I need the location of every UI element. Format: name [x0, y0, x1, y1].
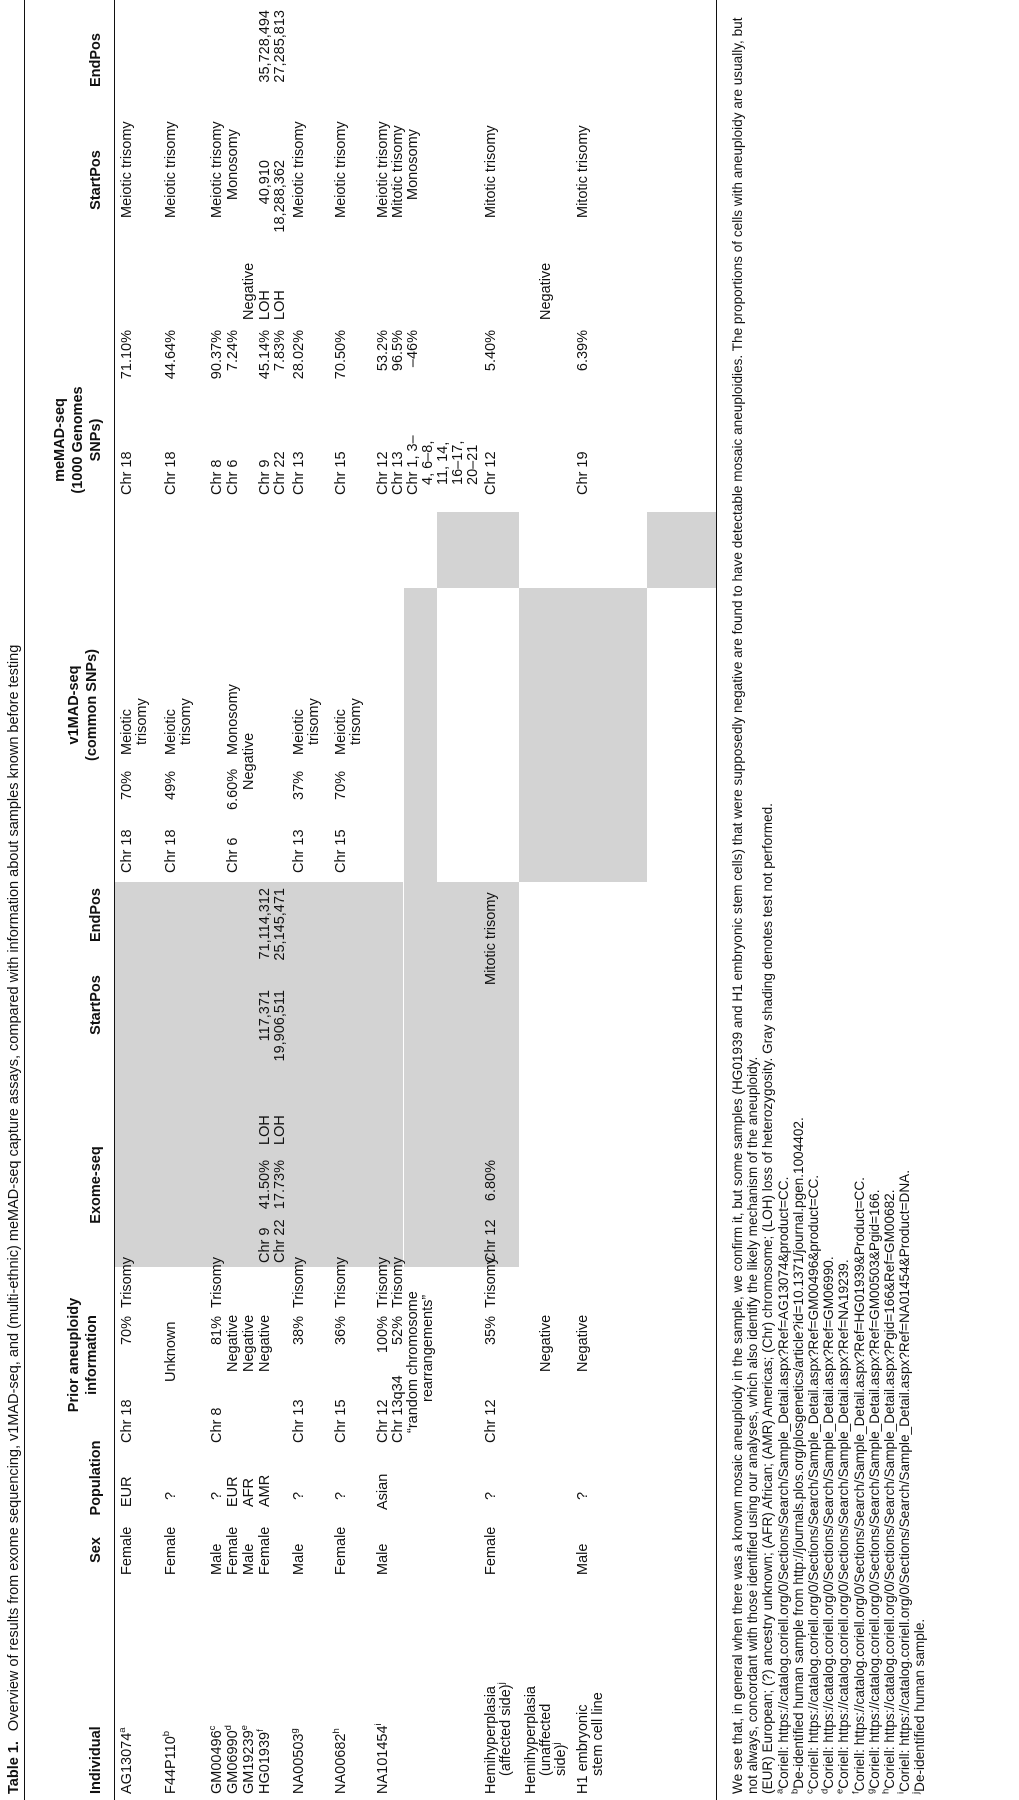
v1-type: Meiotic [119, 709, 135, 755]
v1-pct: 70% [333, 770, 349, 800]
prior-type: Trisomy [119, 1256, 135, 1308]
header-prior-1: Prior aneuploidy [66, 1297, 82, 1413]
memad-type: LOH [257, 290, 273, 320]
memad-result: Negative [241, 262, 257, 320]
header-individual: Individual [88, 1726, 104, 1794]
prior-info: Negative [538, 1314, 554, 1372]
memad-type: Meiotic trisomy [291, 121, 307, 218]
exome-not-performed-shade [437, 882, 519, 1267]
exome-chr: Chr 9 [257, 1227, 273, 1263]
exome-not-performed-shade [404, 882, 437, 1267]
memad-pct: 70.50% [333, 330, 349, 380]
row-individual: NA101454$^i$ [373, 1723, 391, 1794]
footnote-d: $^d$Coriell: https://catalog.coriell.org/0/Sections/Search/Sample_Detail.aspx?Ref=GM06990. [819, 1256, 837, 1794]
memad-pct: 6.39% [575, 330, 591, 372]
v1-type: trisomy [134, 698, 150, 745]
footnote-e: $^e$Coriell: https://catalog.coriell.org/0/Sections/Search/Sample_Detail.aspx?Ref=NA19239. [834, 1259, 852, 1794]
memad-chr: Chr 6 [225, 459, 241, 495]
footnote-b: $^b$De-identified human sample from http://journals.plos.org/plosgenetics/article?id=10.1371/journal.pgen.1004402. [789, 1117, 806, 1794]
prior-info: Unknown [163, 1321, 179, 1382]
v1-pct: 37% [291, 770, 307, 800]
table-label: Table 1. [6, 1741, 22, 1794]
memad-chr: Chr 13 [291, 451, 307, 495]
memad-pct: 44.64% [163, 330, 179, 380]
footnote-h: $^h$Coriell: https://catalog.coriell.org/0/Sections/Search/Sample_Detail.aspx?Pgid=166&Ref=GM00682. [880, 1189, 898, 1794]
header-memad-3: SNPs) [88, 418, 104, 462]
memad-pct: 90.37% [209, 330, 225, 380]
memad-chr: Chr 22 [272, 451, 288, 495]
header-endpos-2: EndPos [88, 33, 104, 87]
exome-type: LOH [257, 1115, 273, 1145]
memad-pct: 45.14% [257, 330, 273, 380]
row-sex: Male [241, 1543, 257, 1575]
exome-endpos: 25,145,471 [272, 888, 288, 961]
exome-type: LOH [272, 1115, 288, 1145]
prior-info: Negative [257, 1314, 273, 1372]
prior-chr: Chr 18 [119, 1399, 135, 1443]
memad-endpos: 35,728,494 [257, 10, 273, 83]
prior-type: Trisomy [483, 1256, 499, 1308]
prior-chr: Chr 8 [209, 1407, 225, 1443]
prior-note: rearrangements” [420, 1294, 436, 1402]
v1mad-not-performed-shade [404, 588, 437, 882]
row-population: EUR [225, 1476, 241, 1507]
footnote-a: $^a$Coriell: https://catalog.coriell.org/0/Sections/Search/Sample_Detail.aspx?Ref=AG13074&product=CC. [774, 1176, 791, 1794]
memad-type: Meiotic trisomy [375, 121, 391, 218]
exome-endpos: 71,114,312 [257, 888, 273, 960]
row-individual: NA00682$^h$ [331, 1728, 349, 1794]
memad-endpos: 27,285,813 [272, 10, 288, 83]
header-memad-1: meMAD-seq [52, 398, 68, 482]
v1-type: trisomy [178, 698, 194, 745]
exome-pct: 17.73% [272, 1160, 288, 1210]
footnote-f: $^f$Coriell: https://catalog.coriell.org/0/Sections/Search/Sample_Detail.aspx?Ref=HG01939&Product=CC. [850, 1177, 867, 1794]
row-population: AFR [241, 1478, 257, 1507]
prior-pct: 100% [375, 1316, 391, 1354]
row-individual: (unaffected [538, 1703, 554, 1776]
v1-pct: 49% [163, 770, 179, 800]
prior-pct: 38% [291, 1316, 307, 1346]
prior-pct: 36% [333, 1316, 349, 1346]
memad-type: Meiotic trisomy [209, 121, 225, 218]
v1-chr: Chr 13 [291, 829, 307, 873]
footnote-summary: We see that, in general when there was a known mosaic aneuploidy in the sample, we confirm it, but some samples (HG01939 and H1 embryonic stem cells) that were supposedly negative are found to have detectable mosaic aneuploidies. The proportions of cells with aneuploidy are usually, but not always, concordant with those identified using our analyses, which also identify the likely mechanism of the aneuploidy. [730, 17, 761, 1794]
row-sex: Female [119, 1526, 135, 1575]
row-individual: NA00503$^g$ [289, 1728, 307, 1794]
memad-chr: 11, 14, [435, 441, 451, 485]
table-top-rule [24, 0, 25, 1800]
v1-type: Meiotic [333, 709, 349, 755]
table-caption [6, 14, 22, 1794]
prior-type: Trisomy [375, 1256, 391, 1308]
row-individual: (affected side)$^j$ [496, 1682, 514, 1776]
prior-type: Trisomy [390, 1256, 406, 1308]
memad-chr: 16–17, [450, 440, 466, 485]
row-sex: Male [575, 1543, 591, 1575]
header-prior-2: information [84, 1315, 100, 1395]
row-individual: AG13074$^a$ [117, 1727, 135, 1794]
memad-chr: Chr 18 [119, 451, 135, 495]
v1-chr: Chr 18 [119, 829, 135, 873]
row-sex: Male [291, 1543, 307, 1575]
memad-chr: Chr 12 [483, 451, 499, 495]
row-sex: Female [225, 1526, 241, 1575]
footnote-c: $^c$Coriell: https://catalog.coriell.org/0/Sections/Search/Sample_Detail.aspx?Ref=GM00496&product=CC. [804, 1174, 822, 1794]
header-endpos: EndPos [88, 888, 104, 942]
row-population: AMR [257, 1474, 273, 1507]
prior-chr: Chr 13q34 [390, 1375, 406, 1443]
row-population: ? [483, 1491, 499, 1500]
memad-type: Mitotic trisomy [483, 125, 499, 218]
header-memad-2: (1000 Genomes [70, 386, 86, 494]
exome-startpos: 19,906,511 [272, 990, 288, 1062]
row-sex: Female [163, 1526, 179, 1575]
memad-chr: Chr 15 [333, 451, 349, 495]
header-startpos-2: StartPos [88, 150, 104, 210]
v1-chr: Chr 18 [163, 829, 179, 873]
memad-startpos: 40,910 [257, 160, 273, 205]
memad-type: Mitotic trisomy [390, 125, 406, 218]
v1-type: trisomy [306, 698, 322, 745]
footnote-j: $^j$De-identified human sample. [910, 1618, 928, 1794]
prior-info: Negative [575, 1314, 591, 1372]
exome-type: Mitotic trisomy [483, 892, 499, 985]
memad-type: Monosomy [405, 129, 421, 200]
prior-type: Trisomy [209, 1256, 225, 1308]
prior-pct: 81% [209, 1316, 225, 1346]
memad-chr: Chr 13 [390, 451, 406, 495]
row-population: EUR [119, 1476, 135, 1507]
memad-type: Meiotic trisomy [333, 121, 349, 218]
memad-chr: Chr 1, 3– [405, 435, 421, 495]
memad-pct: 28.02% [291, 330, 307, 380]
prior-pct: 35% [483, 1316, 499, 1346]
memad-pct: 5.40% [483, 330, 499, 372]
v1-chr: Chr 15 [333, 829, 349, 873]
row-population: ? [575, 1491, 591, 1500]
footnote-abbreviations: (EUR) European; (?) ancestry unknown; (AFR) African; (AMR) Americas; (Chr) chromosome; (LOH) loss of heterozygosity. Gray shading denotes test not performed. [760, 803, 776, 1794]
v1-type: Monosomy [225, 684, 241, 755]
caption-text: Overview of results from exome sequencing, v1MAD-seq, and (multi-ethnic) meMAD-seq capture assays, compared with information about samples known before testing [6, 644, 22, 1732]
row-sex: Female [483, 1526, 499, 1575]
header-v1mad-2: (common SNPs) [84, 649, 100, 761]
row-sex: Female [333, 1526, 349, 1575]
row-individual: GM06990$^d$ [223, 1725, 241, 1794]
prior-pct: 52% [390, 1316, 406, 1346]
row-individual: Hemihyperplasia [483, 1686, 499, 1794]
v1-result: Negative [241, 732, 257, 790]
row-individual: stem cell line [590, 1692, 606, 1776]
memad-chr: Chr 18 [163, 451, 179, 495]
prior-type: Trisomy [291, 1256, 307, 1308]
prior-info: Negative [241, 1314, 257, 1372]
memad-result: Negative [538, 262, 554, 320]
row-population: ? [291, 1491, 307, 1500]
row-sex: Male [375, 1543, 391, 1575]
row-individual: F44P110$^b$ [161, 1730, 179, 1794]
header-v1mad-1: v1MAD-seq [66, 665, 82, 745]
memad-pct: 53.2% [375, 330, 391, 372]
prior-info: Negative [225, 1314, 241, 1372]
memad-chr: Chr 19 [575, 451, 591, 495]
memad-type: Meiotic trisomy [119, 121, 135, 218]
memad-type: Meiotic trisomy [163, 121, 179, 218]
table-footnotes [730, 4, 928, 1794]
prior-chr: Chr 15 [333, 1399, 349, 1443]
prior-chr: Chr 13 [291, 1399, 307, 1443]
memad-type: LOH [272, 290, 288, 320]
row-individual: side)$^j$ [551, 1742, 569, 1776]
memad-chr: Chr 8 [209, 459, 225, 495]
memad-type: Monosomy [225, 129, 241, 200]
prior-note: “random chromosome [405, 1291, 421, 1433]
header-population: Population [88, 1440, 104, 1516]
v1mad-not-performed-shade [647, 512, 716, 588]
exome-pct: 6.80% [483, 1160, 499, 1202]
header-startpos: StartPos [88, 975, 104, 1035]
memad-chr: Chr 12 [375, 451, 391, 495]
memad-startpos: 18,288,362 [272, 160, 288, 233]
memad-type: Mitotic trisomy [575, 125, 591, 218]
v1mad-not-performed-shade [437, 512, 519, 588]
header-sex: Sex [88, 1537, 104, 1563]
memad-pct: 7.83% [272, 330, 288, 372]
memad-pct: 7.24% [225, 330, 241, 372]
row-individual: HG01939$^f$ [255, 1729, 273, 1794]
v1-type: Meiotic [291, 709, 307, 755]
v1-pct: 70% [119, 770, 135, 800]
exome-startpos: 117,371 [257, 990, 273, 1042]
memad-pct: 96.5% [390, 330, 406, 372]
row-population: ? [163, 1491, 179, 1500]
table-bottom-rule [716, 0, 717, 1800]
footnote-g: $^g$Coriell: https://catalog.coriell.org/0/Sections/Search/Sample_Detail.aspx?Ref=GM00503&Pgid=166. [865, 1189, 882, 1794]
row-sex: Female [257, 1526, 273, 1575]
memad-pct: 71.10% [119, 330, 135, 380]
v1-type: trisomy [348, 698, 364, 745]
row-individual: Hemihyperplasia [523, 1686, 539, 1794]
memad-chr: 20–21 [465, 444, 481, 485]
prior-pct: 70% [119, 1316, 135, 1346]
memad-chr: Chr 9 [257, 459, 273, 495]
row-sex: Male [209, 1543, 225, 1575]
memad-pct: –46% [405, 330, 421, 368]
v1-pct: 6.60% [225, 768, 241, 810]
header-exome: Exome-seq [88, 1146, 104, 1224]
prior-type: Trisomy [333, 1256, 349, 1308]
row-population: ? [333, 1491, 349, 1500]
footnote-i: $^i$Coriell: https://catalog.coriell.org/0/Sections/Search/Sample_Detail.aspx?Ref=NA01454&Product=DNA. [895, 1170, 913, 1794]
row-population: Asian [375, 1473, 391, 1510]
row-individual: GM19239e [239, 1725, 257, 1794]
memad-chr: 4, 6–8, [420, 440, 436, 485]
row-individual: GM00496$^c$ [207, 1725, 225, 1794]
exome-pct: 41.50% [257, 1160, 273, 1210]
v1-type: Meiotic [163, 709, 179, 755]
v1-chr: Chr 6 [225, 837, 241, 873]
exome-chr: Chr 22 [272, 1219, 288, 1263]
results-table [24, 0, 717, 1800]
prior-chr: Chr 12 [483, 1399, 499, 1443]
row-individual: H1 embryonic [575, 1704, 591, 1794]
exome-chr: Chr 12 [483, 1219, 499, 1263]
v1mad-not-performed-shade [519, 588, 647, 882]
prior-chr: Chr 12 [375, 1399, 391, 1443]
row-population: ? [209, 1491, 225, 1500]
